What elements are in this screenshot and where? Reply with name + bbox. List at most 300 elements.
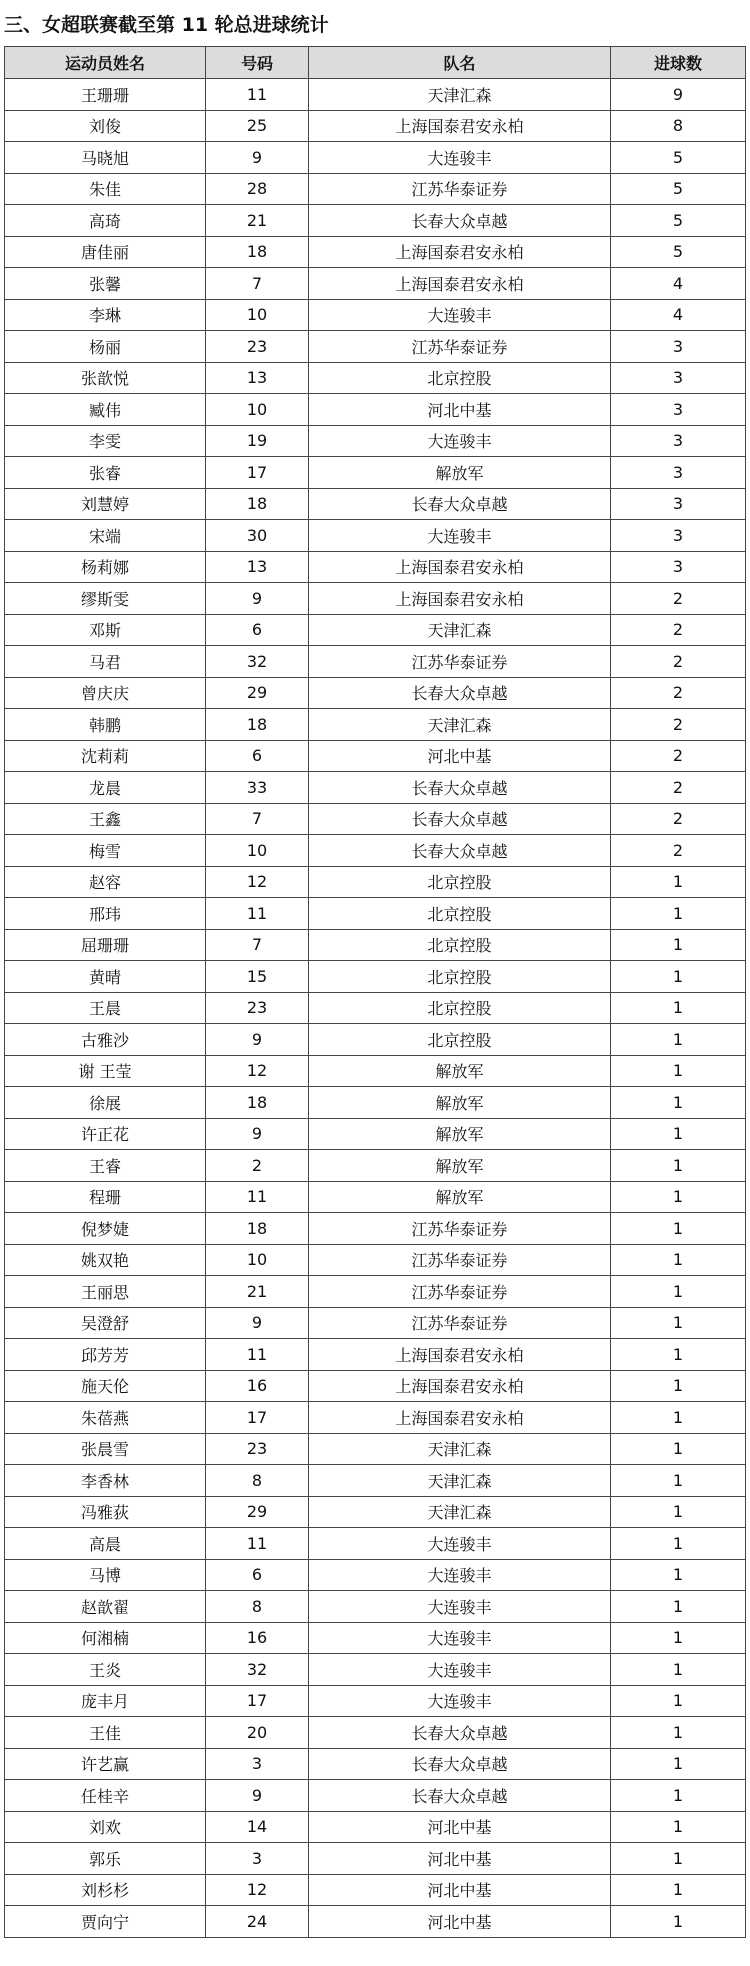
- number-cell: 11: [206, 1181, 309, 1213]
- number-cell: 15: [206, 961, 309, 993]
- player-name-cell: 刘慧婷: [5, 488, 206, 520]
- team-cell: 大连骏丰: [309, 520, 611, 552]
- team-cell: 长春大众卓越: [309, 488, 611, 520]
- table-row: [5, 803, 746, 835]
- player-name-cell: 唐佳丽: [5, 236, 206, 268]
- player-name-cell: 冯雅荻: [5, 1496, 206, 1528]
- goals-cell: 3: [611, 520, 746, 552]
- goals-cell: 1: [611, 1843, 746, 1875]
- number-cell: 23: [206, 992, 309, 1024]
- team-cell: 长春大众卓越: [309, 835, 611, 867]
- goals-cell: 1: [611, 1622, 746, 1654]
- player-name-cell: 刘杉杉: [5, 1874, 206, 1906]
- team-cell: 上海国泰君安永柏: [309, 268, 611, 300]
- number-cell: 20: [206, 1717, 309, 1749]
- number-cell: 10: [206, 1244, 309, 1276]
- number-cell: 11: [206, 1339, 309, 1371]
- player-name-cell: 李雯: [5, 425, 206, 457]
- goals-cell: 1: [611, 1559, 746, 1591]
- goals-cell: 3: [611, 425, 746, 457]
- number-cell: 9: [206, 1307, 309, 1339]
- table-row: [5, 110, 746, 142]
- goals-cell: 1: [611, 1748, 746, 1780]
- player-name-cell: 张歆悦: [5, 362, 206, 394]
- table-row: [5, 457, 746, 489]
- player-name-cell: 宋端: [5, 520, 206, 552]
- goals-cell: 1: [611, 1465, 746, 1497]
- goals-cell: 1: [611, 1528, 746, 1560]
- goals-cell: 5: [611, 205, 746, 237]
- player-name-cell: 沈莉莉: [5, 740, 206, 772]
- number-cell: 33: [206, 772, 309, 804]
- number-cell: 13: [206, 551, 309, 583]
- player-name-cell: 施天伦: [5, 1370, 206, 1402]
- table-row: [5, 1717, 746, 1749]
- number-cell: 6: [206, 1559, 309, 1591]
- goals-cell: 1: [611, 1591, 746, 1623]
- team-cell: 江苏华泰证券: [309, 646, 611, 678]
- goals-cell: 1: [611, 1276, 746, 1308]
- player-name-cell: 张馨: [5, 268, 206, 300]
- goals-cell: 2: [611, 835, 746, 867]
- player-name-cell: 刘欢: [5, 1811, 206, 1843]
- team-cell: 长春大众卓越: [309, 803, 611, 835]
- team-cell: 江苏华泰证券: [309, 173, 611, 205]
- table-row: [5, 1622, 746, 1654]
- player-name-cell: 谢 王莹: [5, 1055, 206, 1087]
- table-row: [5, 425, 746, 457]
- team-cell: 北京控股: [309, 929, 611, 961]
- table-row: [5, 1465, 746, 1497]
- number-cell: 21: [206, 205, 309, 237]
- table-row: [5, 772, 746, 804]
- team-cell: 北京控股: [309, 362, 611, 394]
- team-cell: 长春大众卓越: [309, 1780, 611, 1812]
- team-cell: 天津汇森: [309, 1496, 611, 1528]
- number-cell: 23: [206, 331, 309, 363]
- number-cell: 18: [206, 1087, 309, 1119]
- goals-cell: 3: [611, 488, 746, 520]
- table-row: [5, 79, 746, 111]
- team-cell: 长春大众卓越: [309, 1717, 611, 1749]
- table-row: [5, 173, 746, 205]
- table-row: [5, 1748, 746, 1780]
- table-row: [5, 1654, 746, 1686]
- table-row: [5, 992, 746, 1024]
- number-cell: 10: [206, 394, 309, 426]
- goals-cell: 1: [611, 1811, 746, 1843]
- player-name-cell: 朱蓓燕: [5, 1402, 206, 1434]
- goals-cell: 1: [611, 992, 746, 1024]
- team-cell: 大连骏丰: [309, 1654, 611, 1686]
- number-cell: 9: [206, 1118, 309, 1150]
- goals-cell: 2: [611, 709, 746, 741]
- player-name-cell: 曾庆庆: [5, 677, 206, 709]
- player-name-cell: 程珊: [5, 1181, 206, 1213]
- number-cell: 18: [206, 236, 309, 268]
- goals-cell: 1: [611, 1307, 746, 1339]
- table-row: [5, 583, 746, 615]
- team-cell: 大连骏丰: [309, 1591, 611, 1623]
- player-name-cell: 王佳: [5, 1717, 206, 1749]
- player-name-cell: 马晓旭: [5, 142, 206, 174]
- player-name-cell: 朱佳: [5, 173, 206, 205]
- table-row: [5, 1559, 746, 1591]
- team-cell: 上海国泰君安永柏: [309, 551, 611, 583]
- table-row: [5, 835, 746, 867]
- player-name-cell: 韩鹏: [5, 709, 206, 741]
- player-name-cell: 李琳: [5, 299, 206, 331]
- table-row: [5, 299, 746, 331]
- team-cell: 北京控股: [309, 1024, 611, 1056]
- goals-cell: 2: [611, 677, 746, 709]
- goals-cell: 1: [611, 1055, 746, 1087]
- goal-stats-table: [4, 46, 746, 1938]
- team-cell: 河北中基: [309, 1906, 611, 1938]
- team-cell: 上海国泰君安永柏: [309, 236, 611, 268]
- number-cell: 12: [206, 866, 309, 898]
- player-name-cell: 李香林: [5, 1465, 206, 1497]
- goals-cell: 1: [611, 1181, 746, 1213]
- player-name-cell: 梅雪: [5, 835, 206, 867]
- table-row: [5, 1213, 746, 1245]
- table-row: [5, 520, 746, 552]
- table-row: [5, 205, 746, 237]
- goals-cell: 2: [611, 583, 746, 615]
- goals-cell: 1: [611, 866, 746, 898]
- number-cell: 10: [206, 299, 309, 331]
- team-cell: 解放军: [309, 1181, 611, 1213]
- table-row: [5, 1118, 746, 1150]
- table-row: [5, 961, 746, 993]
- goals-cell: 3: [611, 551, 746, 583]
- number-cell: 29: [206, 677, 309, 709]
- goals-cell: 2: [611, 646, 746, 678]
- table-row: [5, 929, 746, 961]
- table-row: [5, 1370, 746, 1402]
- team-cell: 河北中基: [309, 1874, 611, 1906]
- team-cell: 河北中基: [309, 1811, 611, 1843]
- number-cell: 6: [206, 614, 309, 646]
- goals-cell: 3: [611, 331, 746, 363]
- table-row: [5, 1181, 746, 1213]
- goals-cell: 1: [611, 1370, 746, 1402]
- team-cell: 北京控股: [309, 961, 611, 993]
- goals-cell: 1: [611, 1874, 746, 1906]
- number-cell: 10: [206, 835, 309, 867]
- player-name-cell: 邢玮: [5, 898, 206, 930]
- player-name-cell: 王炎: [5, 1654, 206, 1686]
- goals-cell: 1: [611, 1118, 746, 1150]
- team-cell: 解放军: [309, 1087, 611, 1119]
- table-row: [5, 236, 746, 268]
- team-cell: 解放军: [309, 457, 611, 489]
- number-cell: 17: [206, 1685, 309, 1717]
- team-cell: 江苏华泰证券: [309, 1276, 611, 1308]
- player-name-cell: 许正花: [5, 1118, 206, 1150]
- goals-cell: 1: [611, 1244, 746, 1276]
- table-row: [5, 1591, 746, 1623]
- player-name-cell: 屈珊珊: [5, 929, 206, 961]
- player-name-cell: 赵容: [5, 866, 206, 898]
- goals-cell: 3: [611, 394, 746, 426]
- team-cell: 河北中基: [309, 1843, 611, 1875]
- player-name-cell: 任桂辛: [5, 1780, 206, 1812]
- team-cell: 解放军: [309, 1150, 611, 1182]
- number-cell: 3: [206, 1843, 309, 1875]
- team-cell: 大连骏丰: [309, 1528, 611, 1560]
- number-cell: 3: [206, 1748, 309, 1780]
- player-name-cell: 古雅沙: [5, 1024, 206, 1056]
- player-name-cell: 张晨雪: [5, 1433, 206, 1465]
- page-title: 三、女超联赛截至第 11 轮总进球统计: [4, 14, 329, 36]
- goals-cell: 9: [611, 79, 746, 111]
- number-cell: 6: [206, 740, 309, 772]
- number-cell: 13: [206, 362, 309, 394]
- number-cell: 18: [206, 1213, 309, 1245]
- number-cell: 9: [206, 583, 309, 615]
- number-cell: 25: [206, 110, 309, 142]
- number-cell: 12: [206, 1874, 309, 1906]
- number-cell: 11: [206, 1528, 309, 1560]
- number-cell: 24: [206, 1906, 309, 1938]
- goals-cell: 2: [611, 803, 746, 835]
- team-cell: 解放军: [309, 1118, 611, 1150]
- table-row: [5, 1433, 746, 1465]
- team-cell: 天津汇森: [309, 1433, 611, 1465]
- number-cell: 32: [206, 1654, 309, 1686]
- goals-cell: 2: [611, 772, 746, 804]
- header-player-name: 运动员姓名: [5, 47, 206, 79]
- team-cell: 天津汇森: [309, 1465, 611, 1497]
- goals-cell: 4: [611, 299, 746, 331]
- goals-cell: 5: [611, 173, 746, 205]
- goals-cell: 1: [611, 1213, 746, 1245]
- table-row: [5, 1024, 746, 1056]
- number-cell: 18: [206, 709, 309, 741]
- table-row: [5, 1811, 746, 1843]
- goals-cell: 2: [611, 740, 746, 772]
- table-row: [5, 677, 746, 709]
- goals-cell: 1: [611, 1685, 746, 1717]
- number-cell: 29: [206, 1496, 309, 1528]
- table-row: [5, 331, 746, 363]
- table-row: [5, 1055, 746, 1087]
- table-row: [5, 866, 746, 898]
- player-name-cell: 王丽思: [5, 1276, 206, 1308]
- player-name-cell: 赵歆翟: [5, 1591, 206, 1623]
- player-name-cell: 龙晨: [5, 772, 206, 804]
- number-cell: 7: [206, 268, 309, 300]
- team-cell: 解放军: [309, 1055, 611, 1087]
- goals-cell: 1: [611, 1717, 746, 1749]
- table-row: [5, 646, 746, 678]
- team-cell: 大连骏丰: [309, 142, 611, 174]
- goals-cell: 4: [611, 268, 746, 300]
- team-cell: 北京控股: [309, 992, 611, 1024]
- number-cell: 18: [206, 488, 309, 520]
- header-number: 号码: [206, 47, 309, 79]
- team-cell: 江苏华泰证券: [309, 1213, 611, 1245]
- team-cell: 大连骏丰: [309, 425, 611, 457]
- number-cell: 16: [206, 1622, 309, 1654]
- team-cell: 长春大众卓越: [309, 677, 611, 709]
- number-cell: 11: [206, 79, 309, 111]
- team-cell: 北京控股: [309, 898, 611, 930]
- table-row: [5, 898, 746, 930]
- goals-cell: 1: [611, 1087, 746, 1119]
- goals-cell: 3: [611, 362, 746, 394]
- team-cell: 大连骏丰: [309, 1685, 611, 1717]
- number-cell: 23: [206, 1433, 309, 1465]
- table-row: [5, 1087, 746, 1119]
- table-row: [5, 740, 746, 772]
- goals-cell: 1: [611, 1906, 746, 1938]
- team-cell: 江苏华泰证券: [309, 1244, 611, 1276]
- table-row: [5, 1780, 746, 1812]
- team-cell: 大连骏丰: [309, 1622, 611, 1654]
- goals-cell: 1: [611, 1654, 746, 1686]
- number-cell: 11: [206, 898, 309, 930]
- player-name-cell: 王晨: [5, 992, 206, 1024]
- table-row: [5, 1496, 746, 1528]
- team-cell: 上海国泰君安永柏: [309, 583, 611, 615]
- team-cell: 河北中基: [309, 394, 611, 426]
- number-cell: 28: [206, 173, 309, 205]
- table-body: [5, 79, 746, 1938]
- player-name-cell: 缪斯雯: [5, 583, 206, 615]
- team-cell: 上海国泰君安永柏: [309, 1402, 611, 1434]
- number-cell: 7: [206, 803, 309, 835]
- player-name-cell: 杨丽: [5, 331, 206, 363]
- number-cell: 32: [206, 646, 309, 678]
- number-cell: 17: [206, 1402, 309, 1434]
- table-row: [5, 614, 746, 646]
- number-cell: 7: [206, 929, 309, 961]
- table-row: [5, 1150, 746, 1182]
- team-cell: 大连骏丰: [309, 1559, 611, 1591]
- number-cell: 30: [206, 520, 309, 552]
- team-cell: 北京控股: [309, 866, 611, 898]
- number-cell: 9: [206, 1024, 309, 1056]
- team-cell: 长春大众卓越: [309, 205, 611, 237]
- table-row: [5, 268, 746, 300]
- table-row: [5, 362, 746, 394]
- team-cell: 河北中基: [309, 740, 611, 772]
- number-cell: 9: [206, 1780, 309, 1812]
- goals-cell: 2: [611, 614, 746, 646]
- table-row: [5, 1402, 746, 1434]
- table-row: [5, 551, 746, 583]
- player-name-cell: 许艺赢: [5, 1748, 206, 1780]
- number-cell: 8: [206, 1591, 309, 1623]
- goals-cell: 1: [611, 1496, 746, 1528]
- player-name-cell: 郭乐: [5, 1843, 206, 1875]
- table-row: [5, 394, 746, 426]
- goals-cell: 1: [611, 898, 746, 930]
- number-cell: 21: [206, 1276, 309, 1308]
- team-cell: 江苏华泰证券: [309, 331, 611, 363]
- goals-cell: 5: [611, 142, 746, 174]
- player-name-cell: 高琦: [5, 205, 206, 237]
- table-row: [5, 1906, 746, 1938]
- player-name-cell: 吴澄舒: [5, 1307, 206, 1339]
- goals-cell: 1: [611, 929, 746, 961]
- table-row: [5, 709, 746, 741]
- player-name-cell: 姚双艳: [5, 1244, 206, 1276]
- table-row: [5, 142, 746, 174]
- team-cell: 天津汇森: [309, 614, 611, 646]
- goals-cell: 1: [611, 1780, 746, 1812]
- team-cell: 天津汇森: [309, 79, 611, 111]
- table-row: [5, 1244, 746, 1276]
- player-name-cell: 马君: [5, 646, 206, 678]
- player-name-cell: 贾向宁: [5, 1906, 206, 1938]
- team-cell: 上海国泰君安永柏: [309, 110, 611, 142]
- goals-cell: 5: [611, 236, 746, 268]
- table-row: [5, 1685, 746, 1717]
- team-cell: 上海国泰君安永柏: [309, 1370, 611, 1402]
- player-name-cell: 徐展: [5, 1087, 206, 1119]
- number-cell: 16: [206, 1370, 309, 1402]
- player-name-cell: 杨莉娜: [5, 551, 206, 583]
- player-name-cell: 邓斯: [5, 614, 206, 646]
- header-goals: 进球数: [611, 47, 746, 79]
- number-cell: 14: [206, 1811, 309, 1843]
- goals-cell: 1: [611, 1339, 746, 1371]
- player-name-cell: 邱芳芳: [5, 1339, 206, 1371]
- team-cell: 长春大众卓越: [309, 1748, 611, 1780]
- table-row: [5, 1843, 746, 1875]
- number-cell: 8: [206, 1465, 309, 1497]
- player-name-cell: 高晨: [5, 1528, 206, 1560]
- table-row: [5, 1307, 746, 1339]
- player-name-cell: 马博: [5, 1559, 206, 1591]
- player-name-cell: 何湘楠: [5, 1622, 206, 1654]
- number-cell: 2: [206, 1150, 309, 1182]
- number-cell: 19: [206, 425, 309, 457]
- player-name-cell: 王睿: [5, 1150, 206, 1182]
- table-row: [5, 1339, 746, 1371]
- player-name-cell: 臧伟: [5, 394, 206, 426]
- goals-cell: 1: [611, 1433, 746, 1465]
- table-row: [5, 1276, 746, 1308]
- number-cell: 17: [206, 457, 309, 489]
- player-name-cell: 庞丰月: [5, 1685, 206, 1717]
- goals-cell: 1: [611, 1402, 746, 1434]
- player-name-cell: 倪梦婕: [5, 1213, 206, 1245]
- player-name-cell: 刘俊: [5, 110, 206, 142]
- team-cell: 江苏华泰证券: [309, 1307, 611, 1339]
- player-name-cell: 张睿: [5, 457, 206, 489]
- team-cell: 大连骏丰: [309, 299, 611, 331]
- number-cell: 9: [206, 142, 309, 174]
- player-name-cell: 王珊珊: [5, 79, 206, 111]
- table-row: [5, 1528, 746, 1560]
- goals-cell: 1: [611, 1150, 746, 1182]
- number-cell: 12: [206, 1055, 309, 1087]
- table-row: [5, 488, 746, 520]
- table-header-row: [5, 47, 746, 79]
- goals-cell: 8: [611, 110, 746, 142]
- header-team: 队名: [309, 47, 611, 79]
- goals-cell: 1: [611, 1024, 746, 1056]
- player-name-cell: 黄晴: [5, 961, 206, 993]
- team-cell: 长春大众卓越: [309, 772, 611, 804]
- player-name-cell: 王鑫: [5, 803, 206, 835]
- table-row: [5, 1874, 746, 1906]
- team-cell: 上海国泰君安永柏: [309, 1339, 611, 1371]
